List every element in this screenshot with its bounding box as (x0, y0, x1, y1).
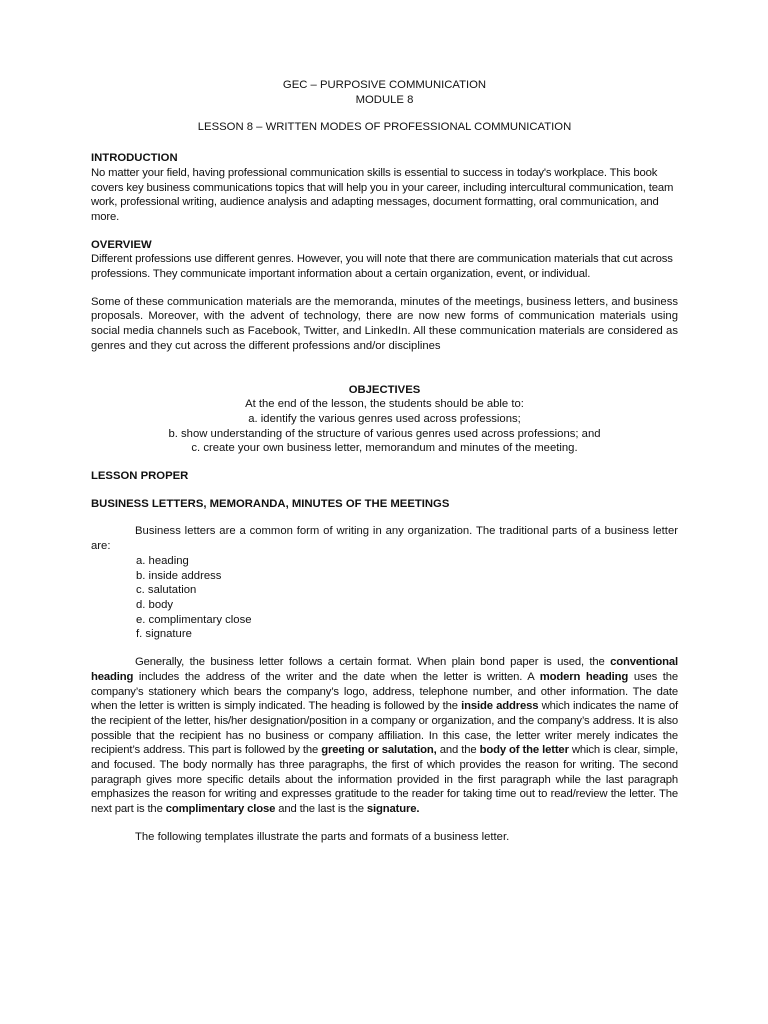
business-letters-heading: BUSINESS LETTERS, MEMORANDA, MINUTES OF THE MEETINGS (91, 497, 450, 510)
business-letter-parts-list (91, 554, 678, 642)
introduction-heading: INTRODUCTION (91, 152, 178, 165)
term-body: body of the letter (479, 744, 569, 757)
spacer (91, 225, 678, 238)
course-title: GEC – PURPOSIVE COMMUNICATION (282, 79, 487, 91)
list-item: b. inside address (136, 569, 222, 582)
objective-item: b. show understanding of the structure of various genres used across professions; and (168, 427, 601, 440)
spacer (91, 511, 678, 524)
business-letters-intro: Business letters are a common form of writing in any organization. The traditional parts of a business letter are: (91, 525, 678, 553)
spacer (91, 107, 678, 120)
term-signature: signature. (366, 803, 420, 816)
format-paragraph (91, 655, 678, 817)
closing-sentence: The following templates illustrate the parts and formats of a business letter. (135, 830, 510, 843)
text-run: Generally, the business letter follows a certain format. When plain bond paper is used, the (135, 656, 611, 669)
term-greeting: greeting or salutation, (321, 744, 437, 757)
objectives-heading: OBJECTIVES (348, 383, 421, 396)
overview-paragraph-1: Different professions use different genres. However, you will note that there are communication materials that cut across professions. They communicate important information about a certain organization, event, or individual. (91, 253, 673, 281)
text-run: includes the address of the writer and the date when the letter is written. A (133, 670, 540, 683)
objective-item: c. create your own business letter, memorandum and minutes of the meeting. (191, 442, 578, 455)
term-conventional-heading: conventional heading (91, 656, 678, 683)
spacer (91, 456, 678, 469)
term-complimentary-close: complimentary close (165, 803, 276, 816)
spacer (91, 484, 678, 497)
module-title: MODULE 8 (355, 93, 414, 106)
objective-item: a. identify the various genres used across professions; (248, 412, 521, 425)
lesson-title: LESSON 8 – WRITTEN MODES OF PROFESSIONAL COMMUNICATION (197, 121, 572, 134)
spacer (91, 817, 678, 830)
objectives-intro: At the end of the lesson, the students should be able to: (245, 398, 524, 411)
spacer (91, 135, 678, 151)
term-modern-heading: modern heading (539, 670, 629, 683)
list-item: d. body (136, 598, 174, 611)
overview-heading: OVERVIEW (91, 238, 152, 251)
text-run: which indicates the name of the recipient of the letter, his/her designation/position in a company or organization, and the company’s address. It is also possible that the recipient has no business or company affiliation. In this case, the letter writer merely indicates the recipient’s address. This part is followed by the (91, 700, 678, 757)
list-item: e. complimentary close (136, 613, 252, 626)
text-run: uses the company’s stationery which bears the company’s logo, address, telephone number, and other information. The date when the letter is written is simply indicated. The heading is followed by the (91, 670, 678, 713)
text-run: and the (436, 744, 480, 757)
term-inside-address: inside address (461, 700, 539, 713)
introduction-text: No matter your field, having professional communication skills is essential to success in today's workplace. This book covers key business communications topics that will help you in your career, including intercultural communication, team work, professional writing, audience analysis and adapting messages, document formatting, oral communication, and more. (91, 166, 674, 223)
spacer (91, 642, 678, 655)
overview-paragraph-2: Some of these communication materials are the memoranda, minutes of the meetings, business letters, and business proposals. Moreover, with the advent of technology, there are now new forms of communication materials using social media channels such as Facebook, Twitter, and LinkedIn. All these communication materials are considered as genres and they cut across the different professions and/or disciplines (91, 295, 678, 352)
spacer (91, 282, 678, 295)
list-item: c. salutation (136, 584, 197, 597)
list-item: a. heading (136, 554, 189, 567)
text-run: which is clear, simple, and focused. The body normally has three paragraphs, the first of which provides the reason for writing. The second paragraph gives more specific details about the information provided in the first paragraph while the last paragraph emphasizes the reason for writing and expresses gratitude to the reader for taking time out to read/review the letter. The next part is the (91, 744, 679, 816)
text-run: and the last is the (275, 803, 367, 816)
lesson-proper-heading: LESSON PROPER (91, 470, 189, 483)
list-item: f. signature (136, 628, 192, 641)
spacer (91, 354, 678, 383)
document-page (91, 78, 678, 845)
